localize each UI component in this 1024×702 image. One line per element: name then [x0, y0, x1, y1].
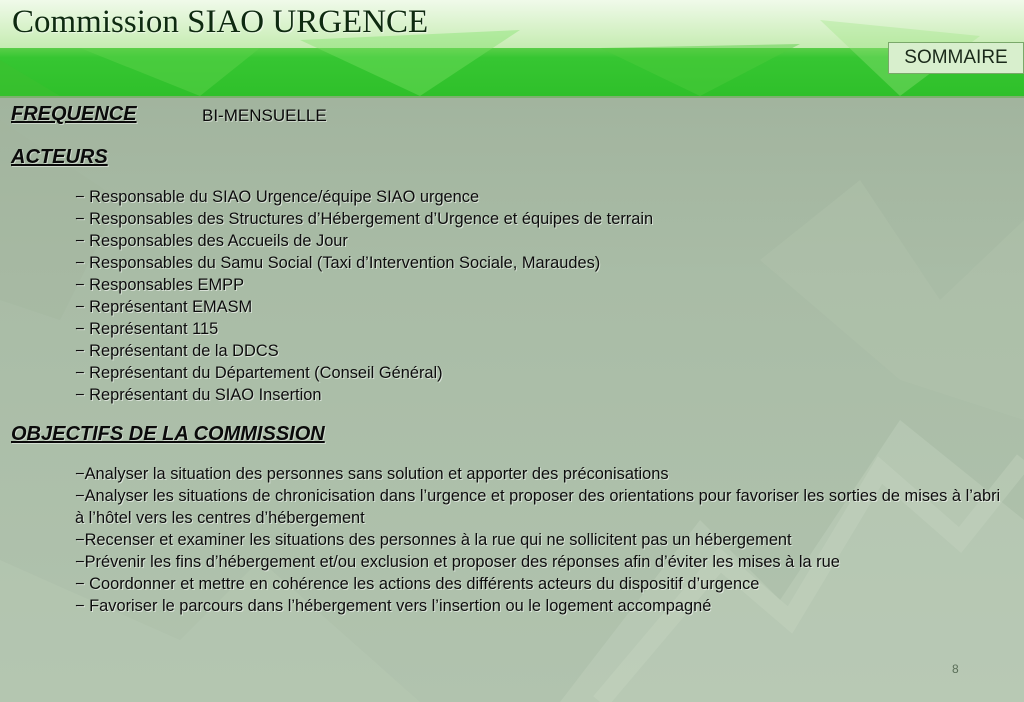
list-item: − Responsables du Samu Social (Taxi d’Intervention Sociale, Maraudes) [75, 254, 601, 272]
list-item: − Représentant du SIAO Insertion [75, 386, 322, 404]
list-item: − Responsable du SIAO Urgence/équipe SIAO urgence [75, 188, 480, 206]
list-item: − Responsables des Structures d’Hébergement d’Urgence et équipes de terrain [75, 210, 654, 228]
list-item: − Responsables des Accueils de Jour [75, 232, 348, 250]
header-band [0, 0, 1024, 98]
page-title: Commission SIAO URGENCE [12, 4, 429, 40]
list-item: −Recenser et examiner les situations des personnes à la rue qui ne sollicitent pas un hébergement [75, 531, 792, 549]
list-item: − Responsables EMPP [75, 276, 245, 294]
objectifs-heading: OBJECTIFS DE LA COMMISSION [11, 423, 325, 445]
list-item: −Analyser la situation des personnes sans solution et apporter des préconisations [75, 465, 669, 483]
sommaire-button[interactable]: SOMMAIRE [888, 42, 1024, 74]
list-item: − Représentant du Département (Conseil Général) [75, 364, 443, 382]
list-item: −Prévenir les fins d’hébergement et/ou exclusion et proposer des réponses afin d’éviter les mises à la rue [75, 553, 840, 571]
list-item: − Favoriser le parcours dans l’hébergement vers l’insertion ou le logement accompagné [75, 597, 712, 615]
list-item: − Coordonner et mettre en cohérence les actions des différents acteurs du dispositif d’urgence [75, 575, 760, 593]
acteurs-list [75, 186, 653, 406]
acteurs-heading: ACTEURS [11, 146, 108, 168]
frequence-value: BI-MENSUELLE [202, 106, 327, 125]
list-item: − Représentant de la DDCS [75, 342, 279, 360]
list-item: −Analyser les situations de chronicisation dans l’urgence et proposer des orientations pour favoriser les sorties de mises à l’abri à l’hôtel vers les centres d’hébergement [75, 487, 1001, 527]
list-item: − Représentant EMASM [75, 298, 253, 316]
frequence-heading: FREQUENCE [11, 103, 137, 125]
page-number: 8 [952, 662, 959, 676]
objectifs-list [75, 463, 1005, 617]
list-item: − Représentant 115 [75, 320, 219, 338]
